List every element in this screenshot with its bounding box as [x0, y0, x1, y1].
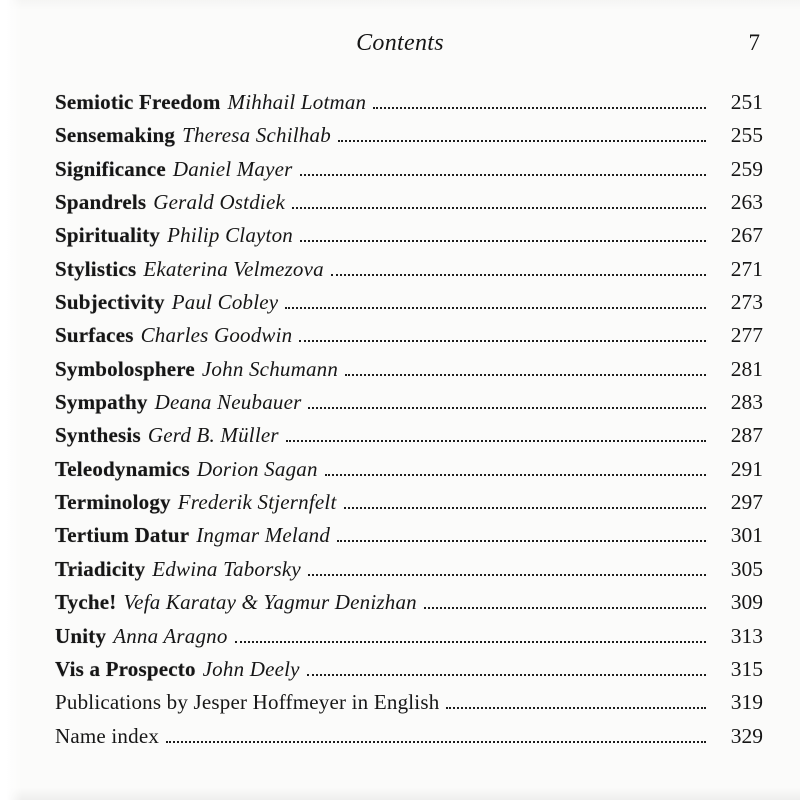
toc-row — [55, 386, 763, 419]
contents-title: Contents — [356, 30, 444, 56]
dot-leader — [338, 140, 706, 142]
toc-entry-title: Significance — [55, 156, 166, 181]
toc-entry-page: 297 — [730, 490, 763, 515]
toc-entry-page: 273 — [730, 290, 763, 315]
toc-row — [55, 86, 763, 119]
toc-entry-author: Dorion Sagan — [196, 456, 318, 481]
toc-entry-title: Semiotic Freedom — [55, 90, 221, 114]
dot-leader — [299, 340, 706, 342]
toc-entry-page: 329 — [730, 723, 763, 748]
toc-entry-author: Paul Cobley — [171, 290, 279, 315]
toc-row — [55, 653, 763, 686]
toc-entry-author: Vefa Karatay & Yagmur Denizhan — [123, 590, 417, 615]
toc-entry-page: 309 — [730, 590, 763, 615]
dot-leader — [308, 574, 706, 576]
toc-entry-title: Stylistics — [55, 256, 137, 281]
toc-entry-page: 283 — [730, 390, 763, 415]
toc-entry-title: Triadicity — [55, 556, 146, 581]
toc-entry-page: 319 — [730, 690, 763, 715]
dot-leader — [286, 440, 706, 442]
toc-entry-title: Terminology — [55, 490, 171, 515]
toc-row — [55, 119, 763, 152]
dot-leader — [292, 207, 706, 209]
dot-leader — [166, 741, 706, 743]
toc-entry-author: Anna Aragno — [113, 623, 228, 648]
toc-entry-author: Ekaterina Velmezova — [143, 256, 324, 281]
toc-entry-author: Deana Neubauer — [154, 390, 302, 415]
toc-entry-author: Ingmar Meland — [196, 523, 331, 548]
toc-row — [55, 319, 763, 352]
toc-row — [55, 586, 763, 619]
toc-entry-title: Vis a Prospecto — [55, 656, 196, 681]
toc-entry-title: Spandrels — [55, 190, 147, 215]
dot-leader — [307, 674, 706, 676]
toc-entry-page: 271 — [730, 256, 763, 281]
toc-entry-title: Sensemaking — [55, 123, 176, 148]
toc-entry-title: Tyche! — [55, 590, 117, 615]
toc-entry-page: 313 — [730, 623, 763, 648]
toc-entry-title: Spirituality — [55, 223, 161, 248]
toc-entry-title: Subjectivity — [55, 290, 165, 315]
toc-entry-page: 255 — [730, 123, 763, 148]
dot-leader — [424, 607, 706, 609]
dot-leader — [337, 540, 706, 542]
toc-entry-title: Unity — [55, 623, 107, 648]
header-page-number: 7 — [748, 30, 760, 55]
dot-leader — [300, 174, 706, 176]
toc-entry-plain: Publications by Jesper Hoffmeyer in English — [55, 690, 440, 715]
toc-row — [55, 186, 763, 219]
toc-row — [55, 453, 763, 486]
toc-entry-author: Charles Goodwin — [140, 323, 293, 348]
toc-entry-page: 291 — [730, 456, 763, 481]
page-header — [0, 26, 800, 60]
toc-entry-title: Tertium Datur — [55, 523, 190, 548]
toc-entry-author: John Schumann — [201, 356, 339, 381]
toc-list — [55, 86, 763, 753]
toc-entry-author: Gerald Ostdiek — [153, 190, 285, 215]
toc-entry-author: Frederik Stjernfelt — [177, 490, 337, 515]
dot-leader — [325, 474, 706, 476]
toc-row — [55, 219, 763, 252]
toc-entry-page: 305 — [730, 556, 763, 581]
toc-row — [55, 519, 763, 552]
toc-entry-author: Theresa Schilhab — [182, 123, 331, 148]
toc-entry-title: Surfaces — [55, 323, 134, 348]
toc-row — [55, 419, 763, 452]
toc-row — [55, 620, 763, 653]
dot-leader — [446, 707, 706, 709]
toc-entry-page: 259 — [730, 156, 763, 181]
toc-entry-author: John Deely — [202, 656, 300, 681]
toc-row — [55, 286, 763, 319]
toc-row — [55, 486, 763, 519]
toc-entry-page: 281 — [730, 356, 763, 381]
dot-leader — [235, 641, 706, 643]
toc-entry-author: Mihhail Lotman — [227, 90, 367, 114]
toc-entry-title: Synthesis — [55, 423, 141, 448]
dot-leader — [285, 307, 706, 309]
toc-row — [55, 686, 763, 719]
toc-row — [55, 253, 763, 286]
toc-entry-page: 267 — [730, 223, 763, 248]
toc-entry-page: 263 — [730, 190, 763, 215]
toc-row — [55, 153, 763, 186]
dot-leader — [300, 240, 706, 242]
toc-row — [55, 720, 763, 753]
toc-entry-page: 277 — [730, 323, 763, 348]
toc-entry-title: Symbolosphere — [55, 356, 195, 381]
dot-leader — [344, 507, 707, 509]
dot-leader — [373, 107, 706, 109]
toc-entry-title: Sympathy — [55, 390, 148, 415]
toc-entry-author: Daniel Mayer — [172, 156, 293, 181]
toc-entry-page: 315 — [730, 656, 763, 681]
toc-row — [55, 553, 763, 586]
toc-row — [55, 353, 763, 386]
toc-entry-page: 301 — [730, 523, 763, 548]
dot-leader — [345, 374, 706, 376]
dot-leader — [308, 407, 706, 409]
toc-entry-author: Philip Clayton — [167, 223, 293, 248]
toc-entry-page: 251 — [730, 90, 763, 114]
toc-entry-author: Edwina Taborsky — [152, 556, 301, 581]
toc-entry-title: Teleodynamics — [55, 456, 190, 481]
toc-entry-plain: Name index — [55, 723, 160, 748]
toc-entry-page: 287 — [730, 423, 763, 448]
toc-entry-author: Gerd B. Müller — [147, 423, 279, 448]
dot-leader — [331, 274, 706, 276]
